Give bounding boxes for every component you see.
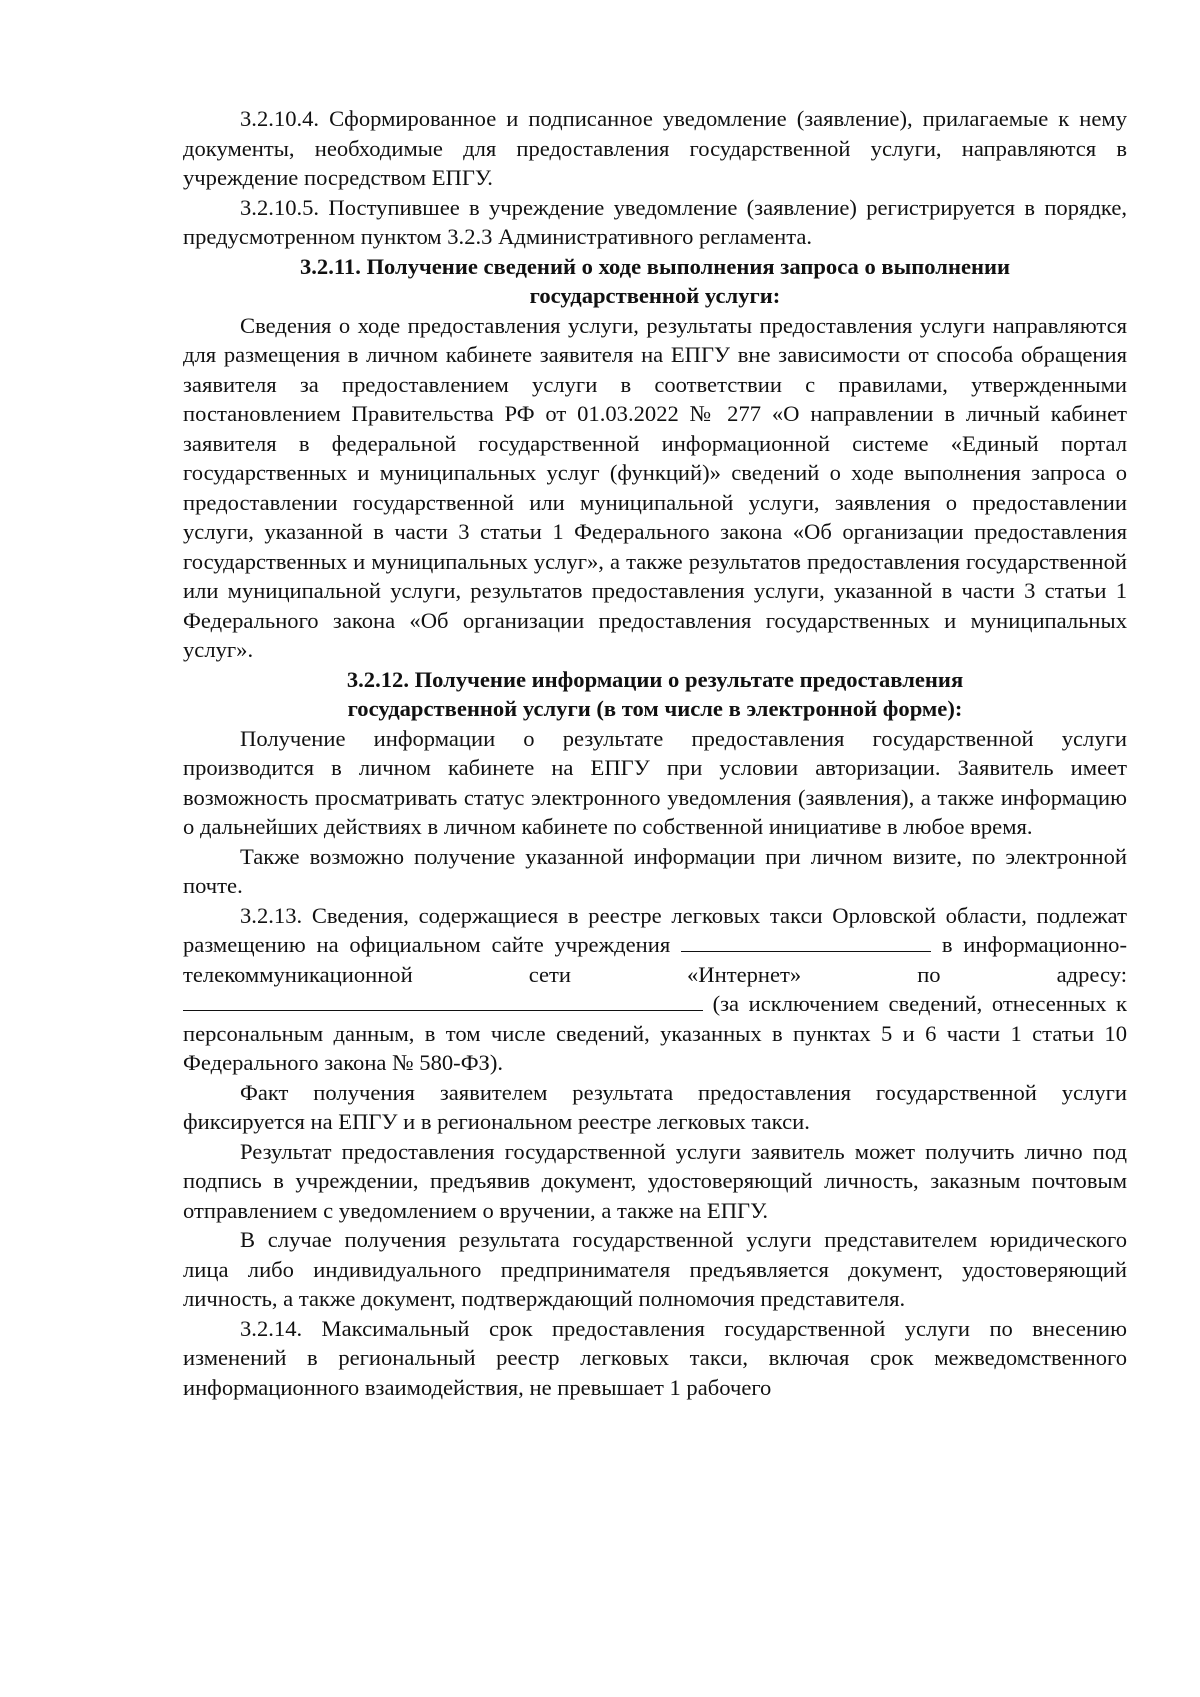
site-name-blank xyxy=(681,931,931,952)
paragraph-fact: Факт получения заявителем результата предоставления государственной услуги фиксируется на ЕПГУ и в региональном реестре легковых такси. xyxy=(183,1079,1127,1134)
paragraph-3-2-12-body-2: Также возможно получение указанной информации при личном визите, по электронной почте. xyxy=(183,843,1127,898)
paragraph-representative: В случае получения результата государственной услуги представителем юридического лица либо индивидуального предпринимателя предъявляется документ, удостоверяющий личность, а также документ, подтверждающий полномочия представителя. xyxy=(183,1227,1127,1311)
paragraph-3-2-12-body-1: Получение информации о результате предоставления государственной услуги производится в личном кабинете на ЕПГУ при условии авторизации. Заявитель имеет возможность просматривать статус электронного уведомления (заявления), а также информацию о дальнейших действиях в личном кабинете по собственной инициативе в любое время. xyxy=(183,725,1127,839)
paragraph-result: Результат предоставления государственной услуги заявитель может получить лично под подпись в учреждении, предъявив документ, удостоверяющий личность, заказным почтовым отправлением с уведомлением о вручении, а также на ЕПГУ. xyxy=(183,1138,1127,1223)
heading-3-2-11-line-1: 3.2.11. Получение сведений о ходе выполнения запроса о выполнении xyxy=(299,253,1011,279)
paragraph-3-2-10-4: 3.2.10.4. Сформированное и подписанное уведомление (заявление), прилагаемые к нему документы, необходимые для предоставления государственной услуги, направляются в учреждение посредством ЕПГУ. xyxy=(183,106,1127,190)
heading-3-2-11 xyxy=(183,252,1127,311)
address-blank xyxy=(183,990,703,1011)
paragraph-3-2-10-5: 3.2.10.5. Поступившее в учреждение уведомление (заявление) регистрируется в порядке, предусмотренном пунктом 3.2.3 Административного регламента. xyxy=(183,194,1127,249)
paragraph-3-2-13-part-2: в информационно-телекоммуникационной сети «Интернет» по адресу: xyxy=(183,932,1127,987)
paragraph-3-2-11-body: Сведения о ходе предоставления услуги, результаты предоставления услуги направляются для размещения в личном кабинете заявителя на ЕПГУ вне зависимости от способа обращения заявителя за предоставлением услуги в соответствии с правилами, утвержденными постановлением Правительства РФ от 01.03.2022 № 277 «О направлении в личный кабинет заявителя в федеральной государственной информационной системе «Единый портал государственных и муниципальных услуг (функций)» сведений о ходе выполнения запроса о предоставлении государственной или муниципальной услуги, заявления о предоставлении услуги, указанной в части 3 статьи 1 Федерального закона «Об организации предоставления государственных и муниципальных услуг», а также результатов предоставления государственной или муниципальной услуги, результатов предоставления услуги, указанной в части 3 статьи 1 Федерального закона «Об организации предоставления государственных и муниципальных услуг». xyxy=(183,312,1127,662)
paragraph-3-2-14: 3.2.14. Максимальный срок предоставления государственной услуги по внесению изменений в региональный реестр легковых такси, включая срок межведомственного информационного взаимодействия, не превышает 1 рабочего xyxy=(183,1315,1127,1400)
heading-3-2-12-line-1: 3.2.12. Получение информации о результате предоставления xyxy=(346,666,964,692)
paragraph-3-2-13-part-1: 3.2.13. Сведения, содержащиеся в реестре легковых такси Орловской области, подлежат размещению на официальном сайте учреждения xyxy=(183,902,1127,957)
heading-3-2-11-line-2: государственной услуги: xyxy=(529,283,781,308)
paragraph-3-2-13 xyxy=(183,901,1127,1078)
heading-3-2-12 xyxy=(183,665,1127,724)
paragraph-3-2-13-part-3: (за исключением сведений, отнесенных к персональным данным, в том числе сведений, указанных в пунктах 5 и 6 части 1 статьи 10 Федерального закона № 580-ФЗ). xyxy=(183,991,1127,1075)
heading-3-2-12-line-2: государственной услуги (в том числе в электронной форме): xyxy=(347,696,963,721)
